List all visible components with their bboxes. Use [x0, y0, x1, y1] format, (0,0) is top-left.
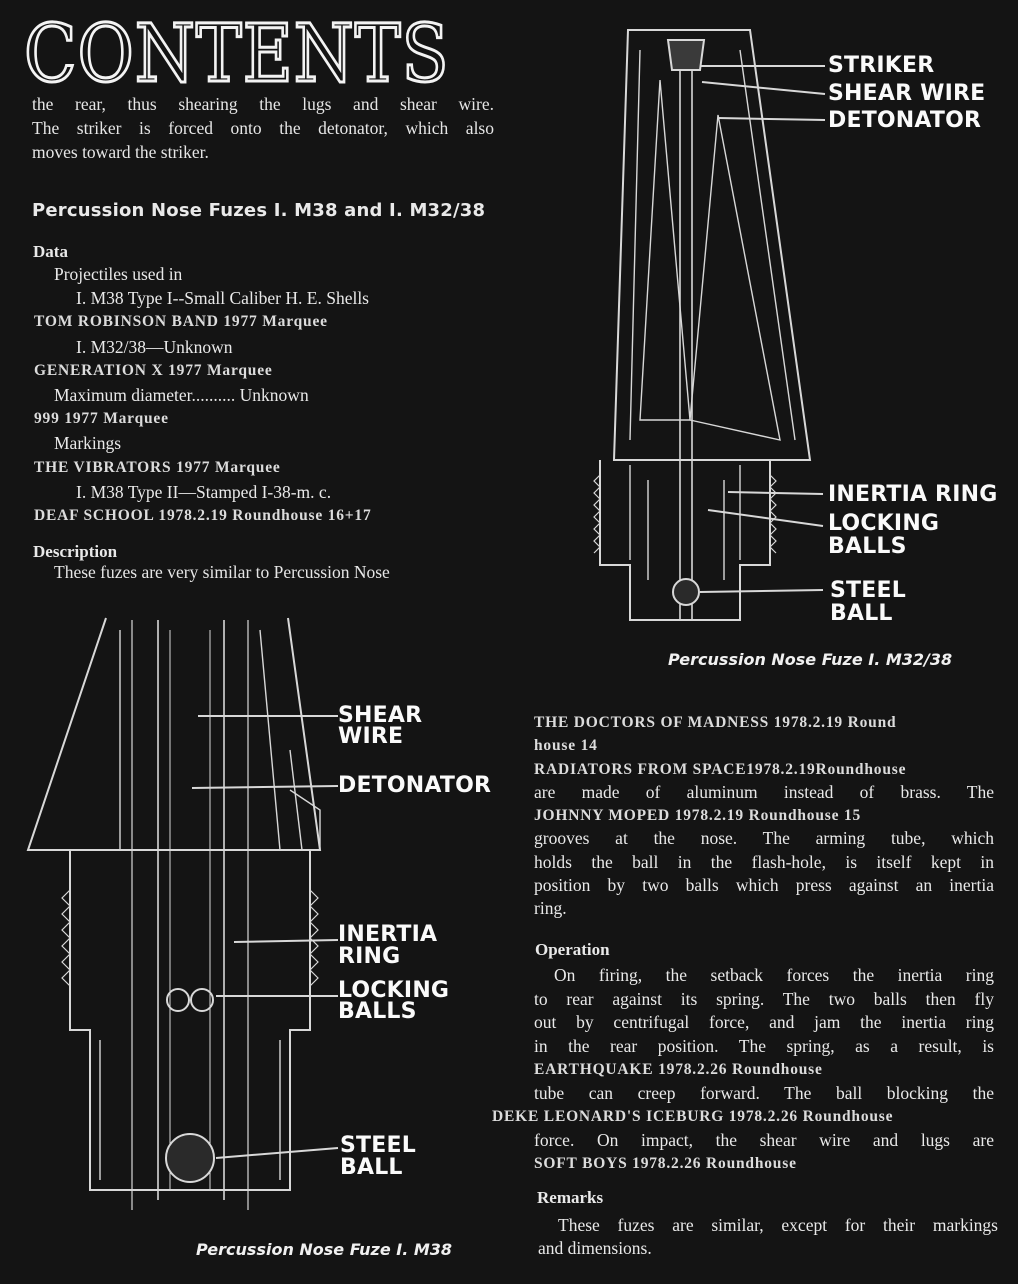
label-balls: BALLS	[828, 534, 907, 559]
intro-line: The striker is forced onto the detonator, which also	[32, 118, 494, 138]
text-line: position by two balls which press against an inertia	[534, 875, 994, 896]
text-line: Projectiles used in	[54, 264, 183, 284]
data-heading: Data	[33, 242, 68, 261]
remarks-heading: Remarks	[537, 1188, 604, 1207]
text-line: DEAF SCHOOL 1978.2.19 Roundhouse 16+17	[34, 507, 372, 525]
text-line: GENERATION X 1977 Marquee	[34, 361, 273, 379]
figure-m38-caption: Percussion Nose Fuze I. M38	[196, 1240, 453, 1259]
text-line: holds the ball in the flash-hole, is itself kept in	[534, 851, 994, 872]
label-detonator: DETONATOR	[828, 108, 982, 133]
text-line: JOHNNY MOPED 1978.2.19 Roundhouse 15	[534, 807, 862, 825]
text-line: RADIATORS FROM SPACE1978.2.19Roundhouse	[534, 760, 907, 778]
text-line: house 14	[534, 737, 598, 755]
text-line: These fuzes are similar, except for their markings	[558, 1215, 998, 1235]
intro-paragraph	[32, 92, 494, 164]
label-wire: WIRE	[338, 724, 404, 749]
text-line: force. On impact, the shear wire and lugs are	[534, 1129, 994, 1150]
text-line: SOFT BOYS 1978.2.26 Roundhouse	[534, 1155, 797, 1172]
label-locking: LOCKING	[828, 511, 940, 536]
label-inertia: INERTIA	[338, 922, 438, 947]
text-line: Maximum diameter.......... Unknown	[54, 385, 309, 406]
text-line: are made of aluminum instead of brass. The	[534, 781, 994, 802]
text-line: tube can creep forward. The ball blocking the	[534, 1082, 994, 1103]
operation-heading: Operation	[535, 940, 610, 959]
label-shear-wire: SHEAR WIRE	[828, 81, 986, 106]
figure-m32-caption: Percussion Nose Fuze I. M32/38	[668, 650, 953, 669]
right-text-block	[534, 711, 994, 921]
remarks-text	[538, 1214, 998, 1260]
label-steel-m38: STEEL	[340, 1133, 416, 1158]
description-heading: Description	[33, 542, 118, 561]
section-heading: Percussion Nose Fuzes I. M38 and I. M32/38	[32, 200, 486, 221]
label-detonator-m38: DETONATOR	[338, 773, 492, 798]
text-line: On firing, the setback forces the inertia ring	[554, 965, 994, 985]
label-locking-m38: LOCKING	[338, 978, 450, 1003]
text-line: to rear against its spring. The two balls then fly	[534, 988, 994, 1009]
label-inertia-ring: INERTIA RING	[828, 482, 998, 507]
text-line: I. M32/38—Unknown	[76, 336, 233, 357]
text-line: THE VIBRATORS 1977 Marquee	[34, 458, 281, 476]
text-line: Markings	[54, 433, 122, 454]
data-list	[34, 262, 504, 528]
intro-line: moves toward the striker.	[32, 142, 209, 162]
text-line: I. M38 Type II—Stamped I-38-m. c.	[76, 481, 332, 502]
intro-line: the rear, thus shearing the lugs and shear wire.	[32, 94, 494, 114]
text-line: in the rear position. The spring, as a result, is	[534, 1035, 994, 1056]
text-line: I. M38 Type I--Small Caliber H. E. Shells	[76, 288, 369, 309]
text-line: and dimensions.	[538, 1238, 652, 1258]
page-title: CONTENTS	[24, 7, 450, 100]
outer-cone	[614, 30, 810, 460]
text-line: grooves at the nose. The arming tube, which	[534, 828, 994, 849]
fuze-m38-diagram	[20, 610, 340, 1230]
text-line: out by centrifugal force, and jam the inertia ring	[534, 1012, 994, 1032]
label-balls-m38: BALLS	[338, 999, 417, 1024]
label-shear: SHEAR	[338, 703, 423, 728]
text-line: 999 1977 Marquee	[34, 410, 169, 428]
description-text: These fuzes are very similar to Percussion Nose	[54, 562, 390, 582]
label-steel: STEEL	[830, 578, 906, 603]
text-line: EARTHQUAKE 1978.2.26 Roundhouse	[534, 1061, 823, 1078]
label-ball: BALL	[830, 601, 893, 626]
label-ring: RING	[338, 944, 401, 969]
label-striker: STRIKER	[828, 53, 935, 78]
text-line: TOM ROBINSON BAND 1977 Marquee	[34, 313, 328, 331]
label-ball-m38: BALL	[340, 1155, 403, 1180]
text-line: THE DOCTORS OF MADNESS 1978.2.19 Round	[534, 714, 897, 731]
text-line: ring.	[534, 898, 567, 919]
operation-text	[492, 964, 994, 1176]
text-line: DEKE LEONARD'S ICEBURG 1978.2.26 Roundhouse	[492, 1108, 894, 1125]
